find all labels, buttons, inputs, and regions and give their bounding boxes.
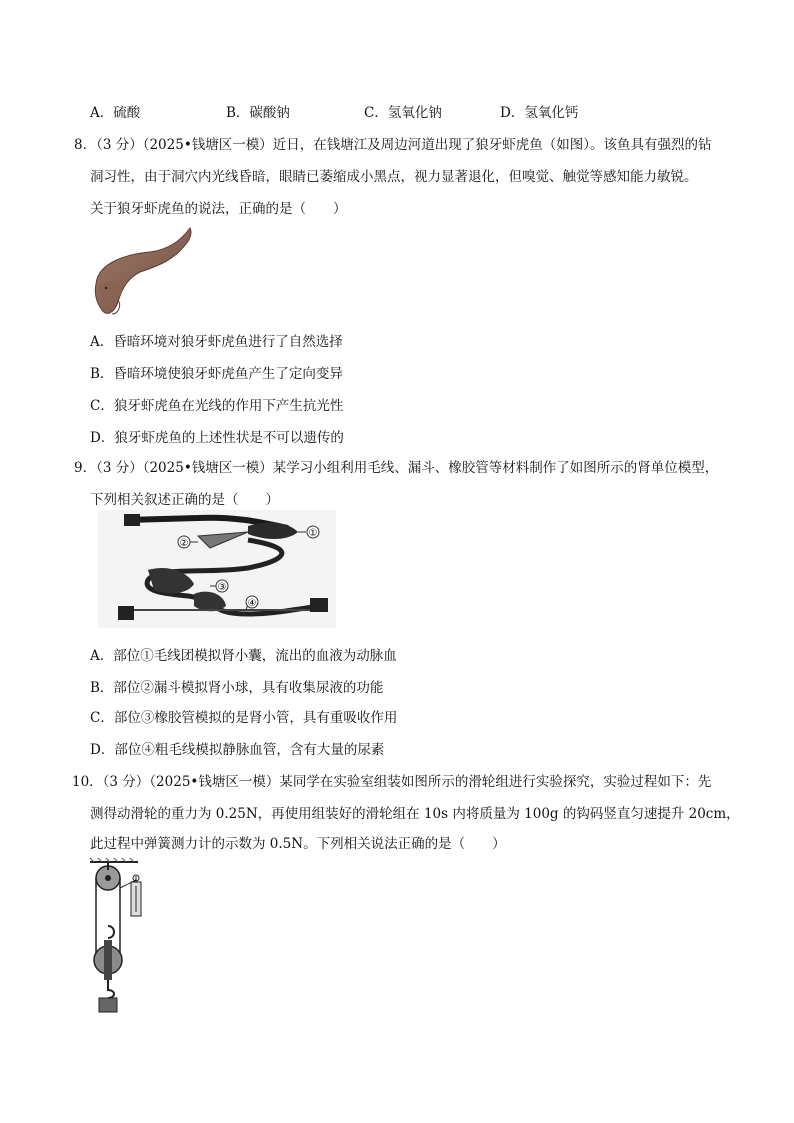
q8-option-d: D．狼牙虾虎鱼的上述性状是不可以遗传的: [90, 430, 344, 446]
q7-option-c: C．氢氧化钠: [364, 105, 442, 121]
q7-option-a: A．硫酸: [90, 105, 141, 121]
q9-option-d: D．部位④粗毛线模拟静脉血管，含有大量的尿素: [90, 742, 385, 758]
q10-stem-line2: 测得动滑轮的重力为 0.25N，再使用组装好的滑轮组在 10s 内将质量为 100g 的钩码竖直匀速提升 20cm，: [90, 806, 740, 822]
q10-stem-line3: 此过程中弹簧测力计的示数为 0.5N。下列相关说法正确的是（ ）: [90, 836, 506, 852]
nephron-model-image: [98, 510, 336, 628]
nephron-label-4: ④: [247, 598, 257, 609]
q10-stem-line1: 10．（3 分）（2025•钱塘区一模）某同学在实验室组装如图所示的滑轮组进行实验探究，实验过程如下：先: [72, 774, 712, 790]
q8-option-b: B．昏暗环境使狼牙虾虎鱼产生了定向变异: [90, 366, 343, 382]
q9-option-a: A．部位①毛线团模拟肾小囊，流出的血液为动脉血: [90, 648, 397, 664]
q8-stem-line2: 洞习性，由于洞穴内光线昏暗，眼睛已萎缩成小黑点，视力显著退化，但嗅觉、触觉等感知能力敏锐。: [90, 169, 698, 185]
q9-option-b: B．部位②漏斗模拟肾小球，具有收集尿液的功能: [90, 680, 384, 696]
nephron-label-3: ③: [217, 582, 227, 593]
q7-options: [90, 101, 578, 121]
q8-option-a: A．昏暗环境对狼牙虾虎鱼进行了自然选择: [90, 334, 343, 350]
nephron-label-1: ①: [308, 528, 318, 539]
q8-option-c: C．狼牙虾虎鱼在光线的作用下产生抗光性: [90, 398, 344, 414]
q7-option-d: D．氢氧化钙: [500, 105, 579, 121]
nephron-label-2: ②: [179, 538, 189, 549]
goby-fish-image: [88, 222, 196, 322]
q8-stem-line1: 8．（3 分）（2025•钱塘区一模）近日，在钱塘江及周边河道出现了狼牙虾虎鱼（如图）。该鱼具有强烈的钻: [74, 137, 712, 153]
q7-option-b: B．碳酸钠: [226, 105, 290, 121]
q9-stem-line2: 下列相关叙述正确的是（ ）: [90, 492, 279, 508]
q9-option-c: C．部位③橡胶管模拟的是肾小管，具有重吸收作用: [90, 710, 398, 726]
q9-stem-line1: 9．（3 分）（2025•钱塘区一模）某学习小组利用毛线、漏斗、橡胶管等材料制作了如图所示的肾单位模型，: [74, 460, 719, 476]
q8-stem-line3: 关于狼牙虾虎鱼的说法，正确的是（ ）: [90, 201, 347, 217]
pulley-system-diagram: [86, 856, 160, 1016]
